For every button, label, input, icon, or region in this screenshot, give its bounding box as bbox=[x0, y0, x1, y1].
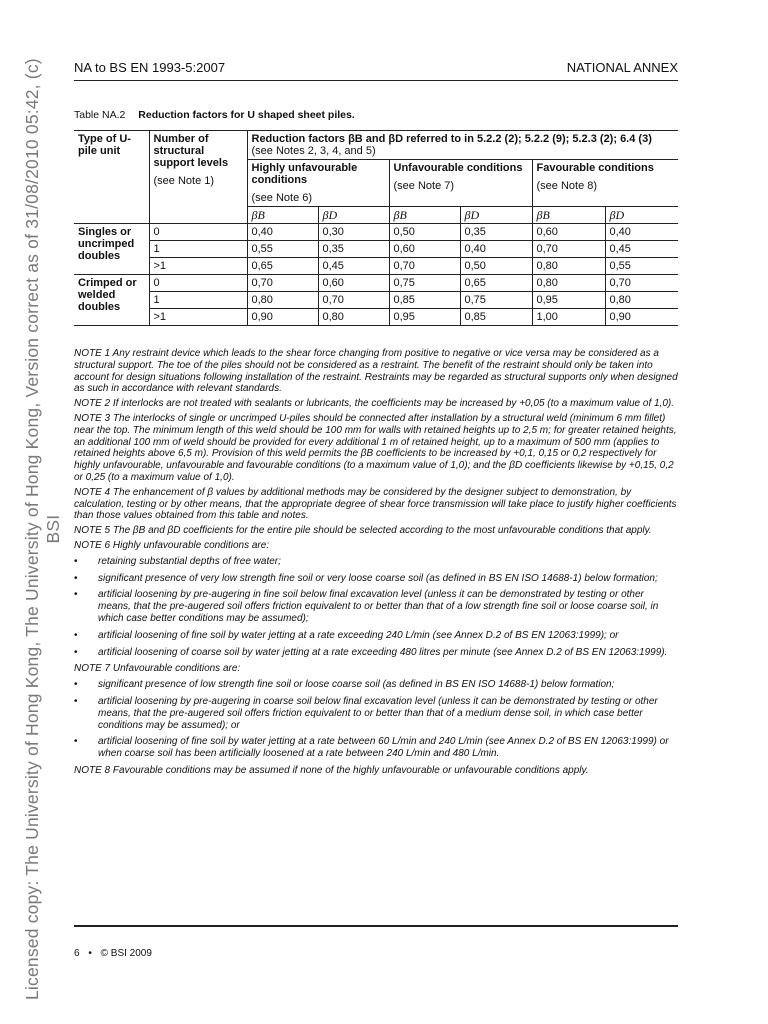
bullet-icon: • bbox=[74, 646, 78, 658]
value-cell: 0,60 bbox=[532, 224, 605, 241]
license-watermark bbox=[22, 58, 64, 1000]
row-levels: >1 bbox=[149, 258, 247, 275]
col-header-supports: Number of structural support levels (see Note 1) bbox=[149, 131, 247, 224]
bullet-icon: • bbox=[74, 736, 78, 748]
row-levels: >1 bbox=[149, 309, 247, 326]
beta-b-header: βB bbox=[247, 207, 318, 224]
table-row bbox=[74, 241, 678, 258]
value-cell: 0,80 bbox=[247, 292, 318, 309]
reduction-factors-table bbox=[74, 130, 678, 326]
bullet-icon: • bbox=[74, 679, 78, 691]
list-item: • artificial loosening by pre-augering in coarse soil below final excavation level (unless it can be demonstrated by testing or other means, that the pre-augered soil offers friction equivalent to or better than that of a medium dense soil, in which case better conditions may be assumed); or bbox=[74, 695, 658, 731]
value-cell: 0,80 bbox=[532, 258, 605, 275]
value-cell: 0,70 bbox=[605, 275, 678, 292]
value-cell: 0,60 bbox=[389, 241, 460, 258]
table-caption-title: Reduction factors for U shaped sheet piles. bbox=[138, 109, 355, 121]
header-standard-ref: NA to BS EN 1993-5:2007 bbox=[74, 60, 226, 75]
row-levels: 1 bbox=[149, 241, 247, 258]
list-item: • artificial loosening of fine soil by water jetting at a rate exceeding 240 L/min (see Annex D.2 of BS EN 12063:1999); or bbox=[74, 629, 619, 641]
value-cell: 0,70 bbox=[247, 275, 318, 292]
group-favourable: Favourable conditions (see Note 8) bbox=[532, 160, 678, 207]
value-cell: 0,55 bbox=[247, 241, 318, 258]
beta-b-header: βB bbox=[389, 207, 460, 224]
bullet-icon: • bbox=[74, 572, 78, 584]
list-item: • retaining substantial depths of free water; bbox=[74, 555, 281, 567]
value-cell: 0,70 bbox=[532, 241, 605, 258]
value-cell: 0,50 bbox=[389, 224, 460, 241]
value-cell: 0,95 bbox=[532, 292, 605, 309]
value-cell: 0,40 bbox=[460, 241, 532, 258]
notes-divider bbox=[74, 925, 678, 927]
value-cell: 0,35 bbox=[318, 241, 389, 258]
bullet-icon: • bbox=[74, 555, 78, 567]
page-header bbox=[74, 60, 678, 75]
beta-b-header: βB bbox=[532, 207, 605, 224]
header-divider bbox=[74, 80, 678, 81]
value-cell: 0,75 bbox=[460, 292, 532, 309]
page-number: 6 bbox=[74, 948, 80, 959]
value-cell: 0,60 bbox=[318, 275, 389, 292]
value-cell: 0,30 bbox=[318, 224, 389, 241]
value-cell: 0,40 bbox=[605, 224, 678, 241]
note-1: NOTE 1 Any restraint device which leads to the shear force changing from positive to negative or vice versa may be considered as a structural support. The toe of the piles should not be considered as a restraint. The benefit of the restraint should only be taken into account for design situations following installation of the restraint. Restraints may be regarded as structural supports only when designed as such in accordance with relevant standards. bbox=[74, 348, 678, 395]
value-cell: 0,75 bbox=[389, 275, 460, 292]
value-cell: 0,65 bbox=[247, 258, 318, 275]
col-header-factors: Reduction factors βB and βD referred to in 5.2.2 (2); 5.2.2 (9); 5.2.3 (2); 6.4 (3) (see Notes 2, 3, 4, and 5) bbox=[247, 131, 678, 160]
list-item: • artificial loosening of fine soil by water jetting at a rate between 60 L/min and 240 L/min (see Annex D.2 of BS EN 12063:1999) or when coarse soil has been artificially loosened at a rate between 240 L/min and 480 L/min. bbox=[74, 736, 669, 760]
value-cell: 0,85 bbox=[389, 292, 460, 309]
row-levels: 0 bbox=[149, 275, 247, 292]
value-cell: 0,50 bbox=[460, 258, 532, 275]
value-cell: 0,80 bbox=[605, 292, 678, 309]
table-caption bbox=[74, 109, 355, 121]
table-row bbox=[74, 258, 678, 275]
value-cell: 0,85 bbox=[460, 309, 532, 326]
list-item: • significant presence of low strength fine soil or loose coarse soil (as defined in BS EN ISO 14688-1) below formation; bbox=[74, 679, 615, 691]
value-cell: 0,45 bbox=[318, 258, 389, 275]
value-cell: 0,35 bbox=[460, 224, 532, 241]
table-row bbox=[74, 275, 678, 292]
watermark-line-2: BSI bbox=[43, 514, 63, 544]
note-6: NOTE 6 Highly unfavourable conditions are: bbox=[74, 539, 270, 551]
page-footer bbox=[74, 948, 152, 959]
copyright: © BSI 2009 bbox=[100, 948, 152, 959]
value-cell: 0,70 bbox=[389, 258, 460, 275]
table-row bbox=[74, 292, 678, 309]
row-type-crimped: Crimped or welded doubles bbox=[74, 275, 149, 326]
value-cell: 0,40 bbox=[247, 224, 318, 241]
value-cell: 0,70 bbox=[318, 292, 389, 309]
note-7: NOTE 7 Unfavourable conditions are: bbox=[74, 663, 241, 675]
bullet-icon: • bbox=[74, 629, 78, 641]
header-section-name: NATIONAL ANNEX bbox=[566, 60, 678, 75]
list-item: • artificial loosening of coarse soil by water jetting at a rate exceeding 480 litres per minute (see Annex D.2 of BS EN 12063:1999). bbox=[74, 646, 668, 658]
beta-d-header: βD bbox=[318, 207, 389, 224]
note-3: NOTE 3 The interlocks of single or uncrimped U-piles should be connected after installation by a structural weld (minimum 6 mm fillet) near the top. The minimum length of this weld should be 100 mm for walls with retained heights up to 2,5 m; for greater retained heights, an additional 100 mm of weld should be provided for every additional 1 m of retained height, up to a maximum of 500 mm (applies to retained heights above 6,5 m). Provision of this weld permits the βB coefficients to be increased by +0,1, 0,15 or 0,2 respectively for highly unfavourable, unfavourable and favourable conditions (to a maximum value of 1,0); and the βD coefficients likewise by +0,15, 0,2 or 0,25 (to a maximum value of 1,0). bbox=[74, 412, 677, 483]
footer-separator: • bbox=[88, 948, 92, 959]
bullet-icon: • bbox=[74, 589, 78, 601]
note-2: NOTE 2 If interlocks are not treated with sealants or lubricants, the coefficients may be increased by +0,05 (to a maximum value of 1,0). bbox=[74, 398, 675, 410]
group-unfavourable: Unfavourable conditions (see Note 7) bbox=[389, 160, 532, 207]
value-cell: 0,80 bbox=[318, 309, 389, 326]
note-4: NOTE 4 The enhancement of β values by additional methods may be considered by the designer subject to demonstration, by calculation, testing or by other means, that the appropriate degree of shear force transmission will take place to justify higher coefficients than those values obtained from this table and notes. bbox=[74, 486, 677, 522]
table-caption-label: Table NA.2 bbox=[74, 109, 126, 121]
table-row bbox=[74, 224, 678, 241]
value-cell: 0,90 bbox=[247, 309, 318, 326]
value-cell: 1,00 bbox=[532, 309, 605, 326]
table-notes bbox=[74, 348, 678, 780]
group-highly-unfavourable: Highly unfavourable conditions (see Note 6) bbox=[247, 160, 389, 207]
beta-d-header: βD bbox=[460, 207, 532, 224]
value-cell: 0,45 bbox=[605, 241, 678, 258]
row-levels: 0 bbox=[149, 224, 247, 241]
value-cell: 0,65 bbox=[460, 275, 532, 292]
watermark-line-1: Licensed copy: The University of Hong Kong, The University of Hong Kong, Version correct as of 31/08/2010 05:42, (c) bbox=[22, 58, 42, 1000]
beta-d-header: βD bbox=[605, 207, 678, 224]
list-item: • artificial loosening by pre-augering in fine soil below final excavation level (unless it can be demonstrated by testing or other means, that the pre-augered soil offers friction equivalent to or better than that of a low strength fine soil or loose coarse soil, in which case better conditions may be assumed); bbox=[74, 589, 659, 624]
value-cell: 0,90 bbox=[605, 309, 678, 326]
value-cell: 0,55 bbox=[605, 258, 678, 275]
bullet-icon: • bbox=[74, 695, 78, 707]
value-cell: 0,95 bbox=[389, 309, 460, 326]
value-cell: 0,80 bbox=[532, 275, 605, 292]
row-type-singles: Singles or uncrimped doubles bbox=[74, 224, 149, 275]
list-item: • significant presence of very low strength fine soil or very loose coarse soil (as defined in BS EN ISO 14688-1) below formation; bbox=[74, 572, 658, 584]
note-5: NOTE 5 The βB and βD coefficients for the entire pile should be selected according to the most unfavourable conditions that apply. bbox=[74, 525, 652, 537]
row-levels: 1 bbox=[149, 292, 247, 309]
table-row bbox=[74, 309, 678, 326]
note-8: NOTE 8 Favourable conditions may be assumed if none of the highly unfavourable or unfavourable conditions apply. bbox=[74, 764, 589, 776]
col-header-type: Type of U-pile unit bbox=[74, 131, 149, 224]
